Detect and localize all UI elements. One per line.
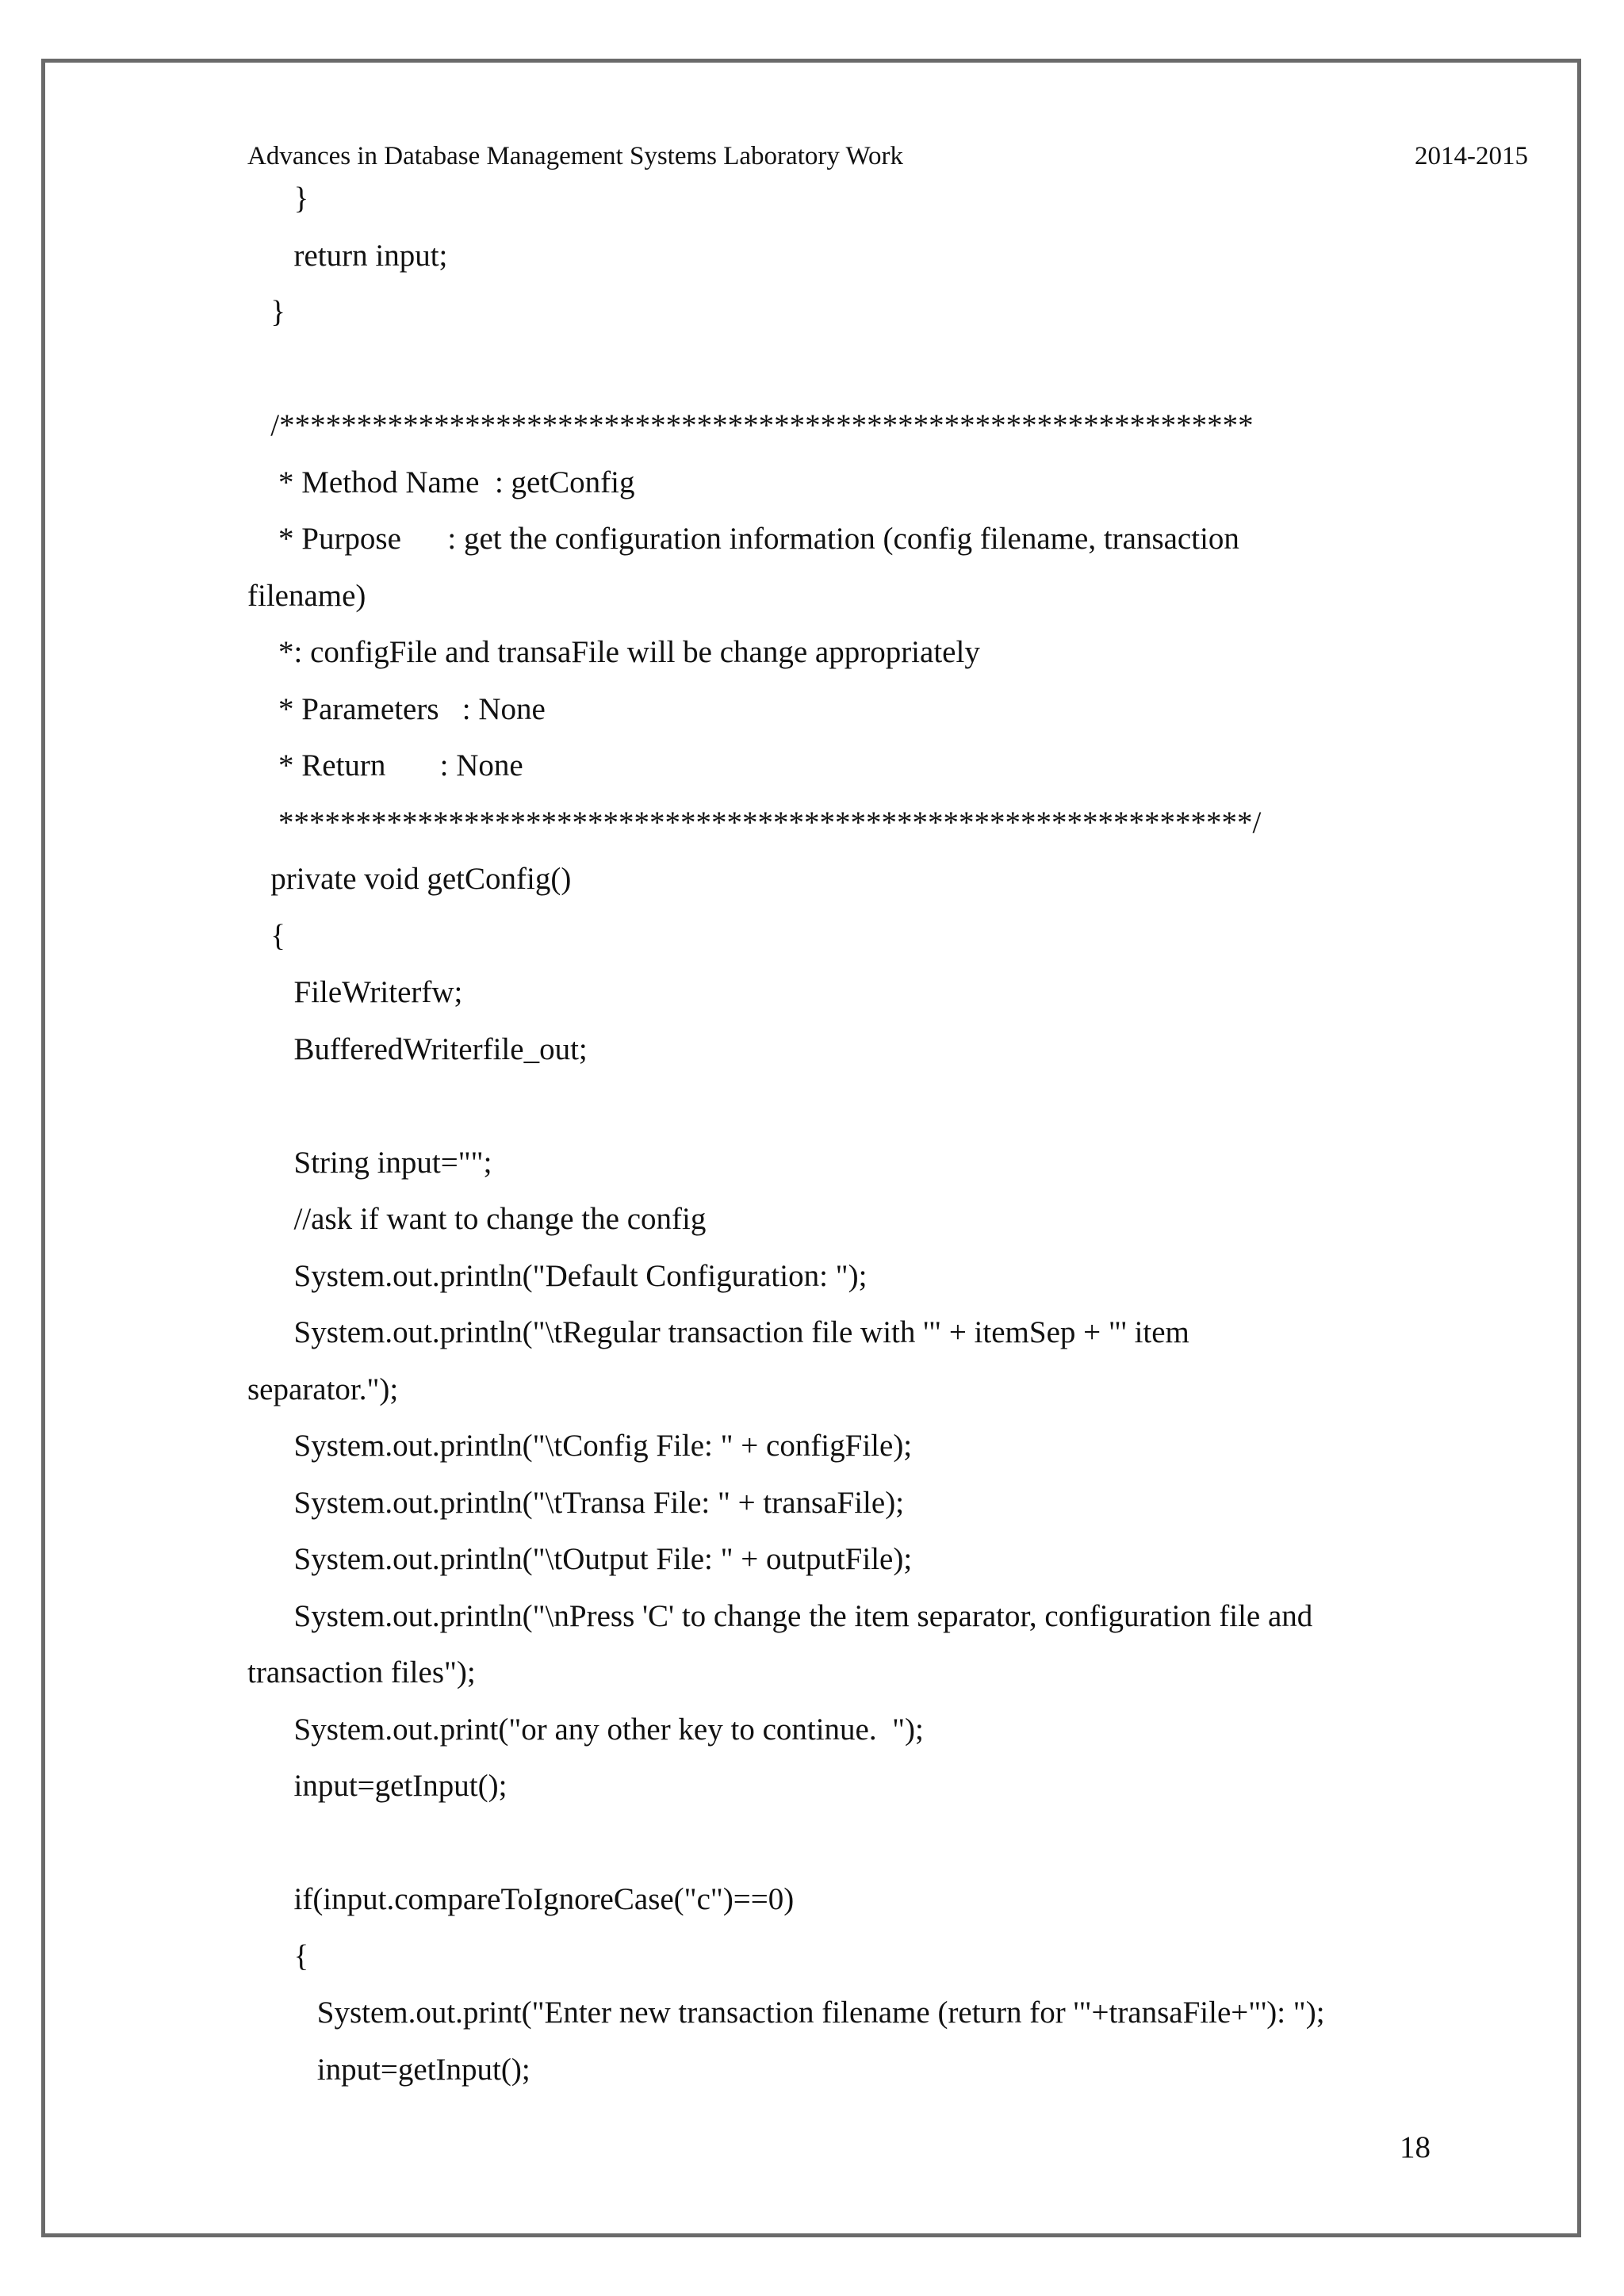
code-line	[247, 1077, 1548, 1135]
code-body	[247, 170, 1548, 2098]
code-line: if(input.compareToIgnoreCase("c")==0)	[247, 1882, 795, 1916]
code-line: return input;	[247, 238, 448, 273]
code-line: filename)	[247, 578, 366, 613]
code-line: {	[247, 918, 285, 953]
code-line: BufferedWriterfile_out;	[247, 1031, 588, 1066]
code-line: /***************************************************************	[247, 408, 1254, 442]
code-line: {	[247, 1938, 309, 1973]
code-line: ***************************************************************/	[247, 805, 1262, 840]
code-line: System.out.println("\nPress 'C' to change the item separator, configuration file and	[247, 1598, 1313, 1633]
header-title: Advances in Database Management Systems Laboratory Work	[247, 142, 903, 170]
page-number: 18	[1400, 2130, 1431, 2164]
code-line: separator.");	[247, 1372, 399, 1406]
code-line: System.out.println("\tRegular transaction file with '" + itemSep + "' item	[247, 1315, 1189, 1349]
code-line: * Purpose : get the configuration information (config filename, transaction	[247, 522, 1239, 556]
header-year: 2014-2015	[1415, 142, 1528, 170]
code-line	[247, 1815, 1548, 1872]
code-line: System.out.println("\tOutput File: " + outputFile);	[247, 1542, 913, 1576]
code-line	[247, 341, 1548, 398]
code-line: System.out.println("\tConfig File: " + configFile);	[247, 1429, 913, 1463]
code-line: input=getInput();	[247, 2052, 530, 2087]
code-line: }	[247, 182, 309, 216]
code-line: * Method Name : getConfig	[247, 465, 635, 499]
code-line: System.out.println("\tTransa File: " + transaFile);	[247, 1485, 905, 1520]
code-line: transaction files");	[247, 1655, 476, 1689]
code-line: System.out.print("Enter new transaction filename (return for '"+transaFile+"'): ");	[247, 1996, 1325, 2030]
code-line: * Return : None	[247, 748, 523, 783]
code-line: input=getInput();	[247, 1769, 508, 1803]
code-line: String input="";	[247, 1145, 492, 1180]
code-line: //ask if want to change the config	[247, 1202, 707, 1236]
code-line: * Parameters : None	[247, 691, 546, 726]
code-line: private void getConfig()	[247, 862, 572, 896]
code-line: System.out.println("Default Configuration: ");	[247, 1258, 868, 1293]
code-line: FileWriterfw;	[247, 975, 463, 1009]
code-line: System.out.print("or any other key to continue. ");	[247, 1712, 924, 1747]
code-line: *: configFile and transaFile will be change appropriately	[247, 635, 980, 669]
code-line: }	[247, 295, 285, 329]
